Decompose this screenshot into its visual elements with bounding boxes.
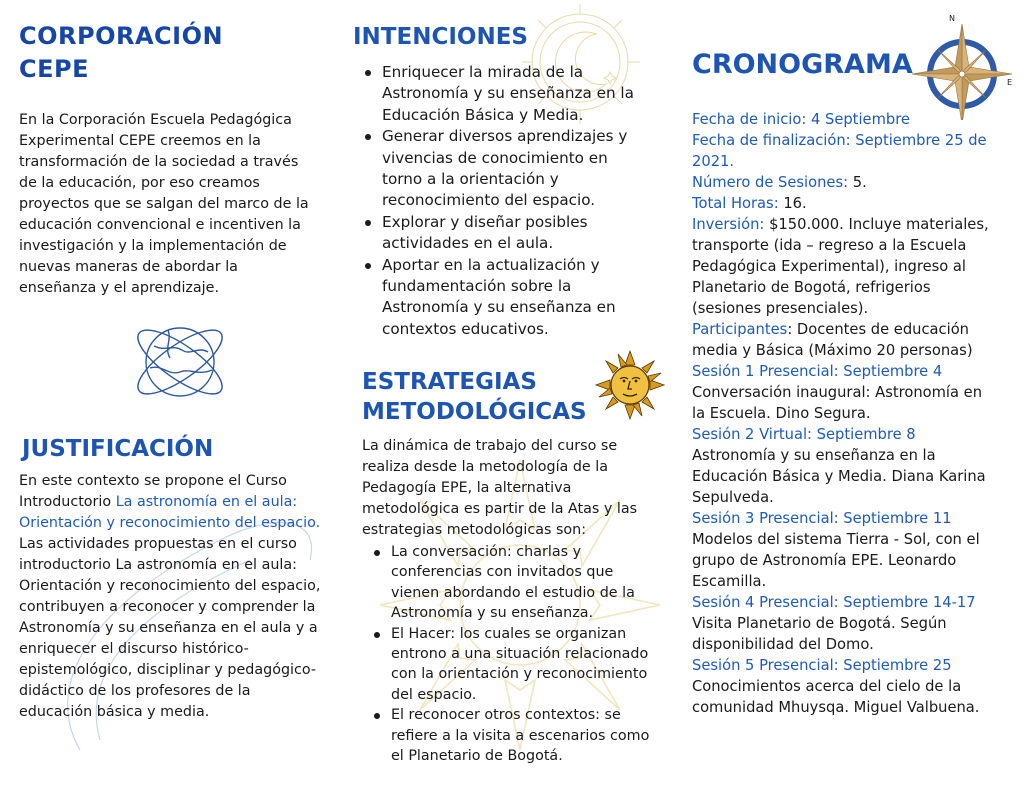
course-name: La astronomía en el aula: Orientación y reconocimiento del espacio.	[19, 494, 321, 531]
justification-text	[19, 471, 324, 723]
list-item: El Hacer: los cuales se organizan entrono a una situación relacionado con la orientación y reconocimiento del espacio.	[371, 624, 663, 706]
corporation-title	[19, 20, 223, 86]
session-5-desc: Conocimientos acerca del cielo de la comunidad Mhuysqa. Miguel Valbuena.	[692, 678, 980, 716]
session-1-title: Sesión 1 Presencial: Septiembre 4	[692, 363, 943, 380]
session-3-desc: Modelos del sistema Tierra - Sol, con el grupo de Astronomía EPE. Leonardo Escamilla.	[692, 531, 980, 590]
investment-label: Inversión:	[692, 216, 770, 233]
corporation-intro: En la Corporación Escuela Pedagógica Experimental CEPE creemos en la transformación de la sociedad a través de la educación, por eso creamos proyectos que se salgan del marco de la educación convencional e incentiven la investigación y la implementación de nuevas maneras de abordar la enseñanza y el aprendizaje.	[19, 112, 309, 296]
list-item: Explorar y diseñar posibles actividades en el aula.	[362, 212, 642, 255]
session-5-title: Sesión 5 Presencial: Septiembre 25	[692, 657, 952, 674]
schedule-title: CRONOGRAMA	[692, 49, 913, 80]
participants	[692, 319, 997, 361]
session-1-desc: Conversación inaugural: Astronomía en la Escuela. Dino Segura.	[692, 384, 983, 422]
strategies-title-line2: METODOLÓGICAS	[362, 399, 587, 425]
session-3-title: Sesión 3 Presencial: Septiembre 11	[692, 510, 952, 527]
intentions-title: INTENCIONES	[353, 24, 528, 50]
list-item: Aportar en la actualización y fundamentación sobre la Astronomía y su enseñanza en contextos educativos.	[362, 255, 642, 341]
investment-value: $150.000. Incluye materiales, transporte (ida – regreso a la Escuela Pedagógica Experimental), ingreso al Planetario de Bogotá, refrigerios (sesiones presenciales).	[692, 216, 989, 317]
list-item: El reconocer otros contextos: se refiere a la visita a escenarios como el Planetario de Bogotá.	[371, 705, 663, 766]
globe-orbit-icon	[128, 316, 232, 408]
compass-rose-icon	[908, 12, 1024, 120]
corporation-title-line1: CORPORACIÓN	[19, 22, 224, 50]
column-corporation	[0, 0, 340, 791]
justification-title: JUSTIFICACIÓN	[22, 436, 214, 462]
intentions-list	[362, 62, 642, 340]
total-hours-value: 16.	[783, 195, 807, 212]
sessions-count-label: Número de Sesiones:	[692, 174, 853, 191]
end-date: Fecha de finalización: Septiembre 25 de 2021.	[692, 132, 987, 170]
compass-n-label: N	[949, 14, 955, 23]
compass-o-label: O	[918, 78, 925, 87]
session-4-title: Sesión 4 Presencial: Septiembre 14-17	[692, 594, 976, 611]
total-hours	[692, 193, 997, 214]
participants-label: Participantes	[692, 321, 788, 338]
strategies-title-line1: ESTRATEGIAS	[362, 369, 537, 395]
column-intentions	[340, 0, 680, 791]
strategies-title	[362, 367, 587, 427]
list-item: Enriquecer la mirada de la Astronomía y su enseñanza en la Educación Básica y Media.	[362, 62, 642, 126]
corporation-title-line2: CEPE	[19, 55, 89, 83]
sun-face-icon	[595, 350, 665, 420]
session-4-desc: Visita Planetario de Bogotá. Según disponibilidad del Domo.	[692, 615, 947, 653]
session-2-title: Sesión 2 Virtual: Septiembre 8	[692, 426, 916, 443]
strategies-list	[371, 542, 663, 766]
sessions-count	[692, 172, 997, 193]
total-hours-label: Total Horas:	[692, 195, 784, 212]
justification-text-start: En este contexto se propone el Curso Introductorio	[19, 473, 287, 510]
column-schedule	[680, 0, 1024, 791]
sessions-count-value: 5.	[852, 174, 867, 191]
justification-text-end: Las actividades propuestas en el curso introductorio La astronomía en el aula: Orientación y reconocimiento del espacio, contribuyen a reconocer y comprender la Astronomía y su enseñanza en el aula y a enriquecer el discurso histórico-epistemológico, disciplinar y pedagógico-didáctico de los profesores de la educación básica y media.	[19, 536, 321, 720]
session-2-desc: Astronomía y su enseñanza en la Educación Básica y Media. Diana Karina Sepulveda.	[692, 447, 986, 506]
participants-value: : Docentes de educación media y Básica (Máximo 20 personas)	[692, 321, 973, 359]
strategies-intro: La dinámica de trabajo del curso se realiza desde la metodología de la Pedagogía EPE, la alternativa metodológica es partir de la Atas y las estrategias metodológicas son:	[362, 438, 638, 538]
start-date: Fecha de inicio: 4 Septiembre	[692, 111, 910, 128]
investment	[692, 214, 997, 319]
compass-e-label: E	[1007, 78, 1013, 87]
list-item: Generar diversos aprendizajes y vivencias de conocimiento en torno a la orientación y reconocimiento del espacio.	[362, 126, 642, 212]
schedule-details	[692, 109, 997, 718]
list-item: La conversación: charlas y conferencias con invitados que vienen abordando el estudio de la Astronomía y su enseñanza.	[371, 542, 663, 624]
